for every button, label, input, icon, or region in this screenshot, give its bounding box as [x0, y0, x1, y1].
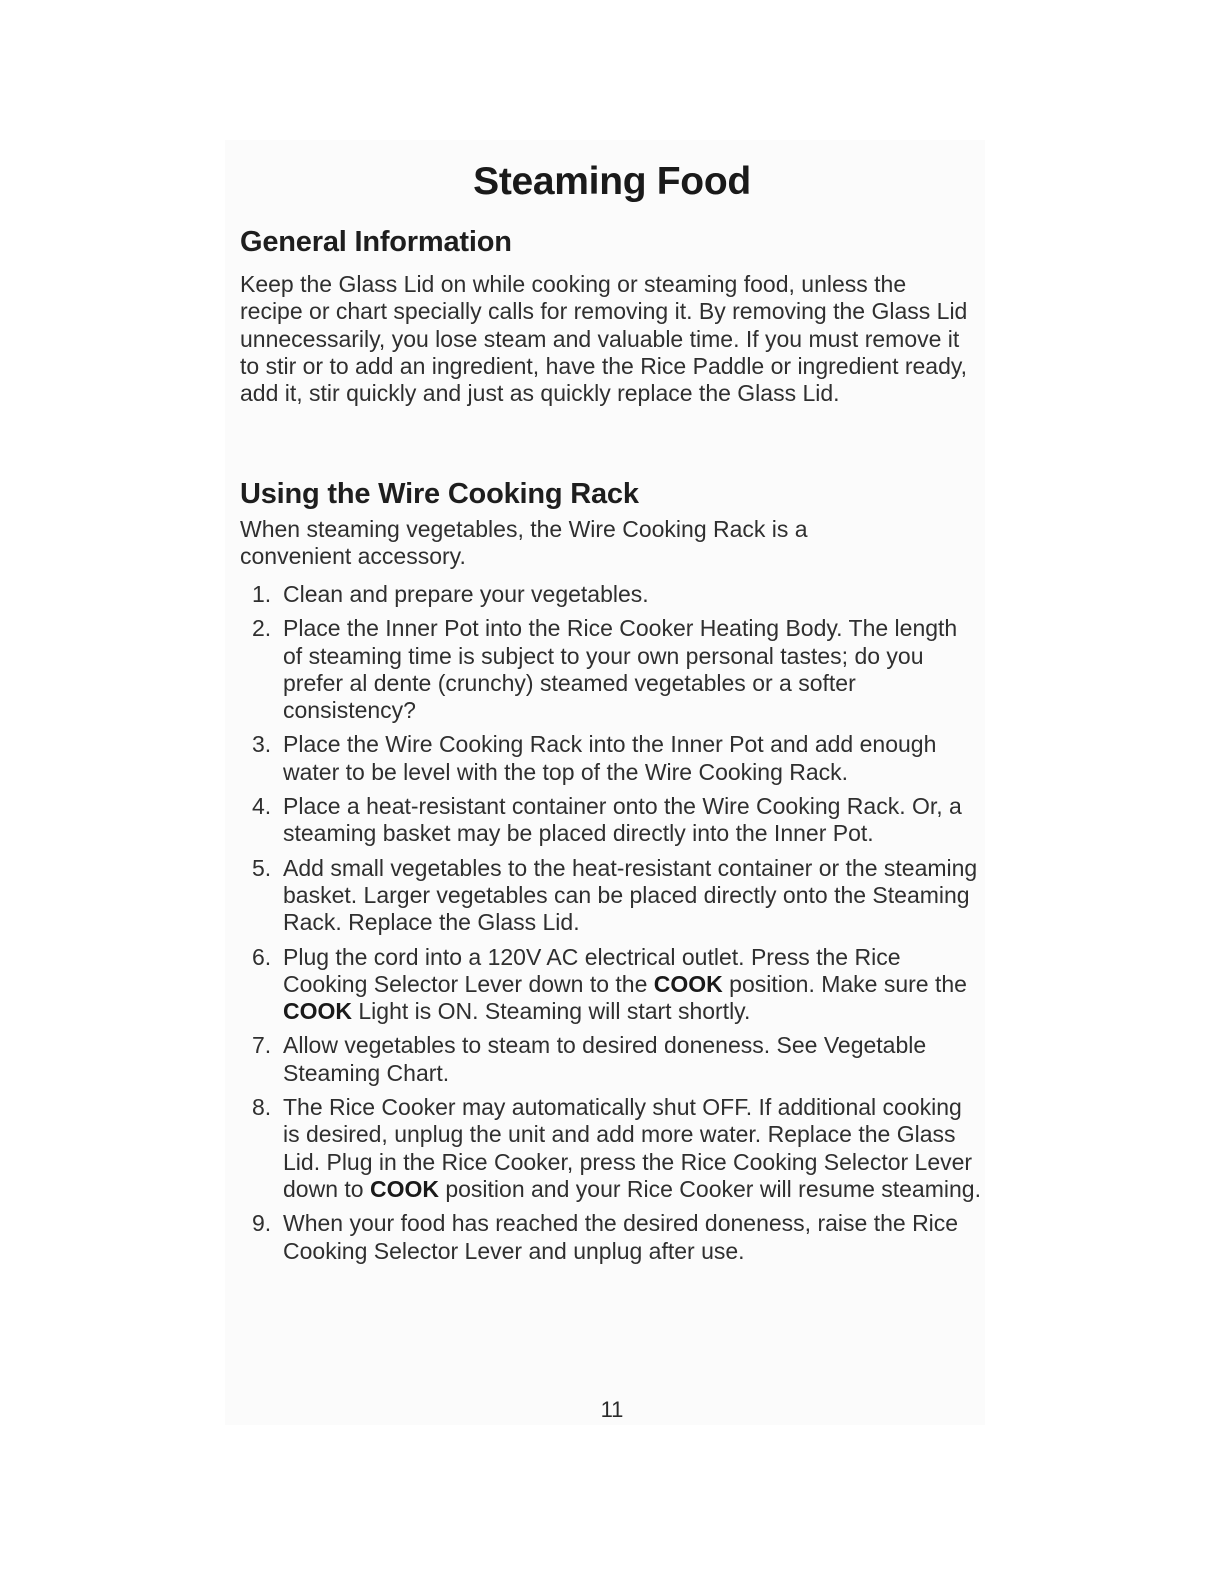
step-number: 8.	[252, 1094, 272, 1121]
step-number: 1.	[252, 581, 272, 607]
step-item	[252, 1032, 982, 1087]
general-information-text: Keep the Glass Lid on while cooking or steaming food, unless the recipe or chart specially calls for removing it. By removing the Glass Lid unnecessarily, you lose steam and valuable time. If you must remove it to stir or to add an ingredient, have the Rice Paddle or ingredient ready, add it, stir quickly and just as quickly replace the Glass Lid.	[240, 271, 968, 407]
step-text: position. Make sure the	[722, 970, 967, 997]
step-item	[252, 731, 982, 786]
step-text: Place the Inner Pot into the Rice Cooker Heating Body. The length of steaming time is subject to your own personal tastes; do you prefer al dente (crunchy) steamed vegetables or a softer consistency?	[283, 615, 958, 724]
page-number: 11	[600, 1397, 624, 1422]
step-text: Place a heat-resistant container onto the Wire Cooking Rack. Or, a steaming basket may be placed directly into the Inner Pot.	[283, 793, 962, 847]
step-item	[252, 615, 982, 724]
cook-label: COOK	[653, 970, 723, 997]
step-text: The Rice Cooker may automatically shut OFF. If additional cooking is desired, unplug the unit and add more water. Replace the Glass Lid. Plug in the Rice Cooker, press the Rice Cooking Selector Lever down to	[283, 1094, 973, 1202]
cook-label: COOK	[369, 1175, 439, 1202]
step-number: 7.	[252, 1032, 272, 1059]
step-item	[252, 944, 982, 1026]
step-text: Allow vegetables to steam to desired doneness. See Vegetable Steaming Chart.	[283, 1032, 927, 1086]
general-information-heading: General Information	[240, 226, 512, 258]
step-item	[252, 793, 982, 848]
step-item	[252, 581, 982, 608]
step-text: When your food has reached the desired doneness, raise the Rice Cooking Selector Lever and unplug after use.	[283, 1210, 959, 1264]
step-item	[252, 855, 982, 937]
step-text: Plug the cord into a 120V AC electrical outlet. Press the Rice Cooking Selector Lever down to the	[283, 943, 901, 997]
step-text: Add small vegetables to the heat-resistant container or the steaming basket. Larger vegetables can be placed directly onto the Steaming Rack. Replace the Glass Lid.	[283, 854, 978, 936]
step-number: 3.	[252, 731, 272, 758]
step-text: Place the Wire Cooking Rack into the Inner Pot and add enough water to be level with the top of the Wire Cooking Rack.	[283, 731, 937, 785]
wire-cooking-rack-heading: Using the Wire Cooking Rack	[240, 478, 639, 510]
cook-label: COOK	[283, 998, 352, 1025]
step-number: 4.	[252, 793, 272, 820]
wire-cooking-rack-intro: When steaming vegetables, the Wire Cooking Rack is a convenient accessory.	[240, 516, 808, 570]
step-item	[252, 1210, 982, 1265]
step-number: 2.	[252, 615, 272, 642]
step-text: Clean and prepare your vegetables.	[283, 581, 649, 607]
step-text: Light is ON. Steaming will start shortly.	[352, 998, 751, 1025]
step-number: 5.	[252, 854, 272, 881]
step-number: 6.	[252, 943, 272, 970]
steaming-steps-list	[252, 581, 982, 1272]
step-item	[252, 1094, 982, 1203]
step-text: position and your Rice Cooker will resume steaming.	[438, 1175, 981, 1202]
step-number: 9.	[252, 1210, 272, 1237]
page-title: Steaming Food	[473, 160, 751, 203]
